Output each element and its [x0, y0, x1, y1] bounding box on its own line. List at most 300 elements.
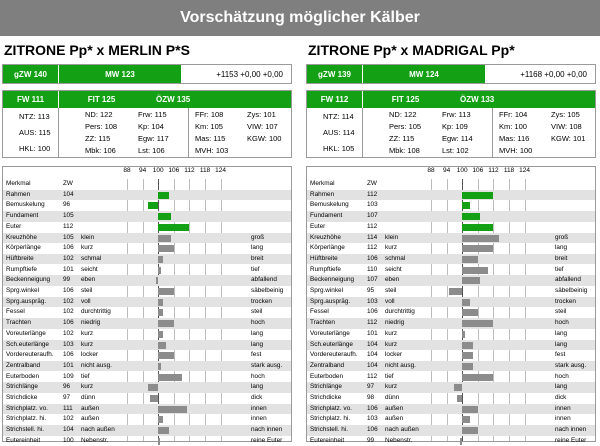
trait-zw: 109 — [63, 372, 74, 380]
scale-tick-label: 118 — [199, 167, 211, 174]
trait-row — [3, 350, 291, 361]
trait-name: Körperlänge — [6, 244, 41, 252]
fw-value: HKL: 105 — [323, 144, 355, 153]
trait-name: Bemuskelung — [310, 201, 349, 209]
fit-value: ND: 122 — [389, 110, 417, 119]
ozw-value: Mas: 116 — [499, 134, 530, 143]
trait-row — [3, 233, 291, 244]
trait-bar — [454, 384, 462, 391]
trait-name: Strichstell. hi. — [310, 426, 349, 434]
index-values — [3, 108, 291, 157]
trait-name: Strichplatz. hi. — [310, 415, 351, 423]
trait-high-label: steil — [555, 308, 567, 316]
pairing-panel-merlin — [2, 36, 298, 442]
trait-low-label: voll — [81, 297, 91, 305]
trait-zw: 106 — [367, 426, 378, 434]
trait-bar — [462, 374, 493, 381]
trait-high-label: steil — [251, 308, 263, 316]
trait-name: Kreuzhöhe — [6, 233, 37, 241]
trait-bar — [158, 213, 171, 220]
index-header — [307, 91, 595, 108]
trait-low-label: tief — [81, 372, 90, 380]
trait-high-label: hoch — [251, 372, 265, 380]
trait-zw: 95 — [367, 287, 375, 294]
trait-row — [307, 382, 595, 393]
ozw-label: ÖZW 135 — [156, 95, 191, 104]
trait-low-label: dünn — [81, 394, 96, 401]
trait-high-label: tief — [555, 265, 564, 273]
trait-high-label: reine Euter — [251, 436, 283, 444]
trait-zw: 112 — [63, 222, 74, 230]
trait-name: Fundament — [6, 212, 39, 220]
trait-zw: 106 — [367, 404, 378, 412]
trait-bar — [158, 267, 161, 274]
ozw-value: Km: 100 — [499, 122, 527, 131]
trait-bar — [158, 374, 181, 381]
scale-tick-label: 88 — [123, 167, 131, 174]
trait-low-label: kurz — [385, 340, 398, 348]
trait-high-label: dick — [555, 394, 567, 401]
trait-low-label: niedrig — [81, 319, 101, 327]
trait-high-label: hoch — [555, 319, 569, 327]
trait-zw: 106 — [63, 319, 74, 327]
trait-name: Merkmal — [6, 180, 31, 187]
trait-zw: 112 — [367, 319, 378, 327]
trait-low-label: außen — [81, 415, 100, 423]
trait-row — [3, 329, 291, 340]
trait-zw: 101 — [367, 329, 378, 337]
trait-low-label: steil — [385, 287, 397, 294]
trait-name: Sprg.ausprāg. — [310, 297, 351, 305]
trait-bar — [158, 352, 174, 359]
trait-row — [307, 318, 595, 329]
trait-zw: 101 — [63, 361, 74, 369]
trait-low-label: außen — [81, 404, 100, 412]
index-divider — [492, 108, 493, 157]
trait-zw: 105 — [63, 233, 74, 241]
scale-axis — [3, 167, 293, 179]
trait-high-label: tief — [251, 265, 260, 273]
trait-chart — [2, 166, 292, 442]
trait-row — [3, 254, 291, 265]
ozw-value: VIW: 107 — [247, 122, 278, 131]
trait-row — [307, 254, 595, 265]
ozw-value: KGW: 101 — [551, 134, 586, 143]
fit-value: Frw: 113 — [442, 110, 471, 119]
trait-name: Strichplatz. hi. — [6, 415, 47, 423]
trait-zw: 97 — [367, 383, 375, 391]
ozw-value: MVH: 103 — [195, 146, 229, 155]
trait-zw: 96 — [63, 201, 71, 209]
scale-tick-label: 100 — [456, 167, 468, 174]
trait-bar — [158, 406, 187, 413]
trait-bar — [158, 416, 163, 423]
trait-high-label: trocken — [555, 297, 576, 305]
fw-value: HKL: 100 — [19, 144, 51, 153]
trait-row — [3, 404, 291, 415]
gzw-values: +1153 +0,00 +0,00 — [216, 69, 283, 79]
trait-zw: 103 — [63, 340, 74, 348]
trait-low-label: schmal — [385, 254, 406, 262]
trait-bar — [462, 309, 478, 316]
trait-zw: 97 — [63, 394, 71, 401]
trait-row — [3, 243, 291, 254]
trait-row — [307, 211, 595, 222]
trait-high-label: dick — [251, 394, 263, 401]
trait-zw: 107 — [367, 276, 378, 284]
trait-high-label: säbelbeinig — [555, 287, 588, 294]
trait-bar — [158, 299, 163, 306]
trait-zw: 104 — [63, 426, 74, 434]
trait-row — [307, 372, 595, 383]
trait-bar — [462, 320, 493, 327]
trait-zw: 99 — [367, 436, 375, 444]
trait-row — [3, 200, 291, 211]
trait-bar — [457, 395, 462, 402]
trait-bar — [158, 245, 174, 252]
fw-label: FW 111 — [3, 91, 59, 108]
trait-row — [307, 265, 595, 276]
pairing-title: ZITRONE Pp* x MADRIGAL Pp* — [308, 42, 515, 58]
gzw-label: gZW 139 — [307, 65, 362, 83]
trait-bar — [158, 331, 163, 338]
trait-name: Merkmal — [310, 180, 335, 187]
trait-high-label: abfallend — [555, 276, 581, 284]
trait-name: Beckenneigung — [310, 276, 355, 284]
ozw-value: Zys: 101 — [247, 110, 276, 119]
trait-bar — [158, 438, 160, 445]
trait-row — [307, 414, 595, 425]
index-header — [3, 91, 291, 108]
ozw-value: Zys: 105 — [551, 110, 580, 119]
trait-low-label: kurz — [81, 383, 94, 391]
trait-zw: 106 — [63, 244, 74, 252]
trait-high-label: groß — [251, 233, 265, 241]
trait-high-label: stark ausg. — [251, 361, 283, 369]
trait-zw: 114 — [367, 233, 378, 241]
trait-low-label: kurz — [385, 383, 398, 391]
scale-tick-label: 118 — [503, 167, 515, 174]
trait-bar — [462, 245, 493, 252]
trait-zw: 105 — [63, 212, 74, 220]
trait-bar — [462, 331, 465, 338]
fit-value: Pers: 108 — [85, 122, 118, 131]
trait-zw: 112 — [367, 222, 378, 230]
trait-zw: 106 — [63, 351, 74, 359]
trait-low-label: dünn — [385, 394, 400, 401]
trait-row — [307, 190, 595, 201]
trait-high-label: fest — [251, 351, 262, 359]
trait-name: Sch.euterlänge — [310, 340, 353, 348]
trait-bar — [462, 406, 478, 413]
trait-bar — [158, 309, 163, 316]
fit-value: Pers: 105 — [389, 122, 422, 131]
trait-zw: ZW — [367, 180, 377, 187]
trait-row — [3, 307, 291, 318]
ozw-value: FFr: 108 — [195, 110, 224, 119]
trait-low-label: voll — [385, 297, 395, 305]
index-divider — [362, 108, 363, 157]
trait-zw: 102 — [63, 329, 74, 337]
trait-bar — [462, 213, 480, 220]
trait-bar — [462, 224, 493, 231]
scale-axis — [307, 167, 597, 179]
trait-name: Rahmen — [6, 190, 31, 198]
trait-name: Fessel — [6, 308, 25, 316]
trait-name: Rumpftiefe — [310, 265, 341, 273]
trait-low-label: kurz — [81, 244, 94, 252]
trait-low-label: locker — [81, 351, 99, 359]
gzw-values: +1168 +0,00 +0,00 — [520, 69, 587, 79]
trait-high-label: groß — [555, 233, 569, 241]
gzw-summary-row — [2, 64, 292, 84]
trait-zw: 103 — [367, 201, 378, 209]
trait-zw: 100 — [63, 436, 74, 444]
scale-tick-label: 124 — [215, 167, 227, 174]
trait-name: Vordereuteraufh. — [310, 351, 358, 359]
trait-low-label: außen — [385, 415, 404, 423]
index-values — [307, 108, 595, 157]
trait-row — [3, 382, 291, 393]
trait-high-label: hoch — [251, 319, 265, 327]
trait-row — [3, 179, 291, 190]
trait-row — [3, 297, 291, 308]
trait-row — [307, 425, 595, 436]
trait-low-label: klein — [81, 233, 95, 241]
trait-high-label: lang — [555, 329, 568, 337]
trait-name: Sch.euterlänge — [6, 340, 49, 348]
trait-zw: 102 — [63, 297, 74, 305]
trait-name: Eutereinheit — [310, 436, 345, 444]
trait-name: Sprg.winkel — [310, 287, 344, 294]
trait-bar — [449, 288, 462, 295]
trait-name: Körperlänge — [310, 244, 345, 252]
trait-low-label: seicht — [81, 265, 98, 273]
trait-row — [3, 318, 291, 329]
trait-zw: 110 — [367, 265, 378, 273]
fit-label: FIT 125 — [87, 95, 116, 104]
index-box — [2, 90, 292, 158]
trait-row — [307, 233, 595, 244]
page-title: Vorschätzung möglicher Kälber — [0, 0, 600, 36]
trait-bar — [158, 288, 174, 295]
trait-low-label: Nebenstr. — [81, 436, 109, 444]
scale-tick-label: 94 — [442, 167, 451, 174]
trait-low-label: niedrig — [385, 319, 405, 327]
trait-zw: 106 — [367, 254, 378, 262]
ozw-label: ÖZW 133 — [460, 95, 495, 104]
trait-bar — [462, 192, 493, 199]
trait-name: Rumpftiefe — [6, 265, 37, 273]
trait-name: Fundament — [310, 212, 343, 220]
fit-value: Lst: 106 — [138, 146, 165, 155]
trait-name: Voreuterlänge — [310, 329, 350, 337]
trait-bar — [462, 267, 488, 274]
scale-tick-label: 100 — [152, 167, 164, 174]
trait-high-label: lang — [555, 383, 568, 391]
trait-zw: 106 — [63, 287, 74, 294]
fit-value: Frw: 115 — [138, 110, 167, 119]
trait-high-label: lang — [251, 244, 264, 252]
gzw-summary-row — [306, 64, 596, 84]
trait-high-label: innen — [555, 415, 571, 423]
trait-low-label: nicht ausg. — [385, 361, 416, 369]
trait-name: Vordereuteraufh. — [6, 351, 54, 359]
trait-name: Eutereinheit — [6, 436, 41, 444]
trait-high-label: lang — [555, 244, 568, 252]
index-divider — [58, 108, 59, 157]
trait-name: Hüftbreite — [6, 254, 34, 262]
trait-high-label: abfallend — [251, 276, 277, 284]
scale-tick-label: 94 — [138, 167, 147, 174]
pairing-title: ZITRONE Pp* x MERLIN P*S — [4, 42, 190, 58]
trait-high-label: breit — [251, 254, 264, 262]
trait-bar — [158, 256, 163, 263]
trait-row — [3, 425, 291, 436]
trait-bar — [462, 363, 472, 370]
trait-name: Sprg.ausprāg. — [6, 297, 47, 305]
ozw-value: KGW: 100 — [247, 134, 282, 143]
pairing-panel-madrigal — [306, 36, 600, 442]
trait-low-label: außen — [385, 404, 404, 412]
trait-high-label: innen — [251, 415, 267, 423]
trait-name: Strichplatz. vo. — [310, 404, 352, 412]
trait-name: Euter — [310, 222, 326, 230]
trait-high-label: nach innen — [251, 426, 283, 434]
trait-low-label: Nebenstr. — [385, 436, 413, 444]
trait-name: Zentralband — [310, 361, 345, 369]
trait-name: Euterboden — [310, 372, 344, 380]
trait-bar — [462, 277, 480, 284]
trait-row — [3, 265, 291, 276]
trait-name: Voreuterlänge — [6, 329, 46, 337]
trait-low-label: durchtrittig — [385, 308, 415, 316]
trait-row — [3, 414, 291, 425]
trait-low-label: locker — [385, 351, 403, 359]
trait-zw: 102 — [63, 308, 74, 316]
trait-name: Trachten — [310, 319, 335, 327]
trait-bar — [148, 202, 158, 209]
trait-zw: 112 — [367, 372, 378, 380]
trait-name: Euter — [6, 222, 22, 230]
trait-name: Fessel — [310, 308, 329, 316]
trait-bar — [158, 235, 171, 242]
trait-row — [307, 222, 595, 233]
trait-high-label: innen — [251, 404, 267, 412]
trait-bar — [462, 416, 470, 423]
trait-bar — [148, 384, 158, 391]
trait-bar — [158, 342, 166, 349]
fit-value: Mbk: 108 — [389, 146, 420, 155]
trait-name: Trachten — [6, 319, 31, 327]
trait-high-label: lang — [555, 340, 568, 348]
trait-low-label: eben — [385, 276, 400, 284]
trait-bar — [156, 277, 159, 284]
trait-bar — [158, 192, 168, 199]
trait-bar — [462, 299, 470, 306]
ozw-value: VIW: 108 — [551, 122, 582, 131]
trait-row — [3, 340, 291, 351]
trait-zw: 103 — [367, 297, 378, 305]
trait-low-label: tief — [385, 372, 394, 380]
trait-row — [307, 393, 595, 404]
trait-zw: 104 — [367, 361, 378, 369]
scale-tick-label: 112 — [184, 167, 195, 174]
trait-row — [3, 222, 291, 233]
trait-high-label: breit — [555, 254, 568, 262]
trait-row — [307, 200, 595, 211]
mw-label: MW 123 — [58, 65, 181, 83]
trait-low-label: eben — [81, 276, 96, 284]
trait-bar — [158, 224, 189, 231]
trait-high-label: trocken — [251, 297, 272, 305]
trait-low-label: kurz — [81, 329, 94, 337]
scale-tick-label: 88 — [427, 167, 435, 174]
trait-low-label: seicht — [385, 265, 402, 273]
ozw-value: Km: 105 — [195, 122, 223, 131]
scale-tick-label: 106 — [472, 167, 484, 174]
fit-label: FIT 125 — [391, 95, 420, 104]
trait-high-label: lang — [251, 329, 264, 337]
trait-low-label: durchtrittig — [81, 308, 111, 316]
trait-zw: 106 — [367, 308, 378, 316]
mw-label: MW 124 — [362, 65, 485, 83]
trait-low-label: nicht ausg. — [81, 361, 112, 369]
trait-bar — [462, 235, 498, 242]
trait-zw: 102 — [63, 415, 74, 423]
fw-value: AUS: 115 — [19, 128, 51, 137]
trait-name: Euterboden — [6, 372, 40, 380]
trait-name: Strichplatz. vo. — [6, 404, 48, 412]
fit-value: Kp: 104 — [138, 122, 164, 131]
trait-zw: 112 — [367, 190, 378, 198]
trait-bar — [158, 363, 161, 370]
trait-row — [307, 297, 595, 308]
scale-tick-label: 124 — [519, 167, 531, 174]
fw-value: NTZ: 113 — [19, 112, 50, 121]
trait-zw: 96 — [63, 383, 71, 391]
ozw-value: Mas: 115 — [195, 134, 226, 143]
fw-value: AUS: 114 — [323, 128, 355, 137]
trait-high-label: fest — [555, 351, 566, 359]
fw-value: NTZ: 114 — [323, 112, 354, 121]
trait-name: Sprg.winkel — [6, 287, 40, 294]
trait-row — [307, 286, 595, 297]
trait-low-label: steil — [81, 287, 93, 294]
trait-name: Strichlänge — [6, 383, 38, 391]
trait-high-label: reine Euter — [555, 436, 587, 444]
trait-high-label: stark ausg. — [555, 361, 587, 369]
scale-tick-label: 106 — [168, 167, 180, 174]
trait-zw: 107 — [367, 212, 378, 220]
gzw-label: gZW 140 — [3, 65, 58, 83]
trait-zw: 111 — [63, 404, 73, 412]
trait-bar — [158, 427, 168, 434]
trait-low-label: kurz — [385, 329, 398, 337]
trait-zw: 104 — [367, 351, 378, 359]
trait-name: Strichstell. hi. — [6, 426, 45, 434]
trait-name: Beckenneigung — [6, 276, 51, 284]
trait-row — [307, 361, 595, 372]
trait-name: Rahmen — [310, 190, 335, 198]
trait-name: Strichdicke — [310, 394, 342, 401]
trait-zw: 99 — [63, 276, 71, 284]
trait-zw: 104 — [63, 190, 74, 198]
trait-row — [307, 404, 595, 415]
trait-name: Hüftbreite — [310, 254, 338, 262]
trait-high-label: innen — [555, 404, 571, 412]
index-box — [306, 90, 596, 158]
